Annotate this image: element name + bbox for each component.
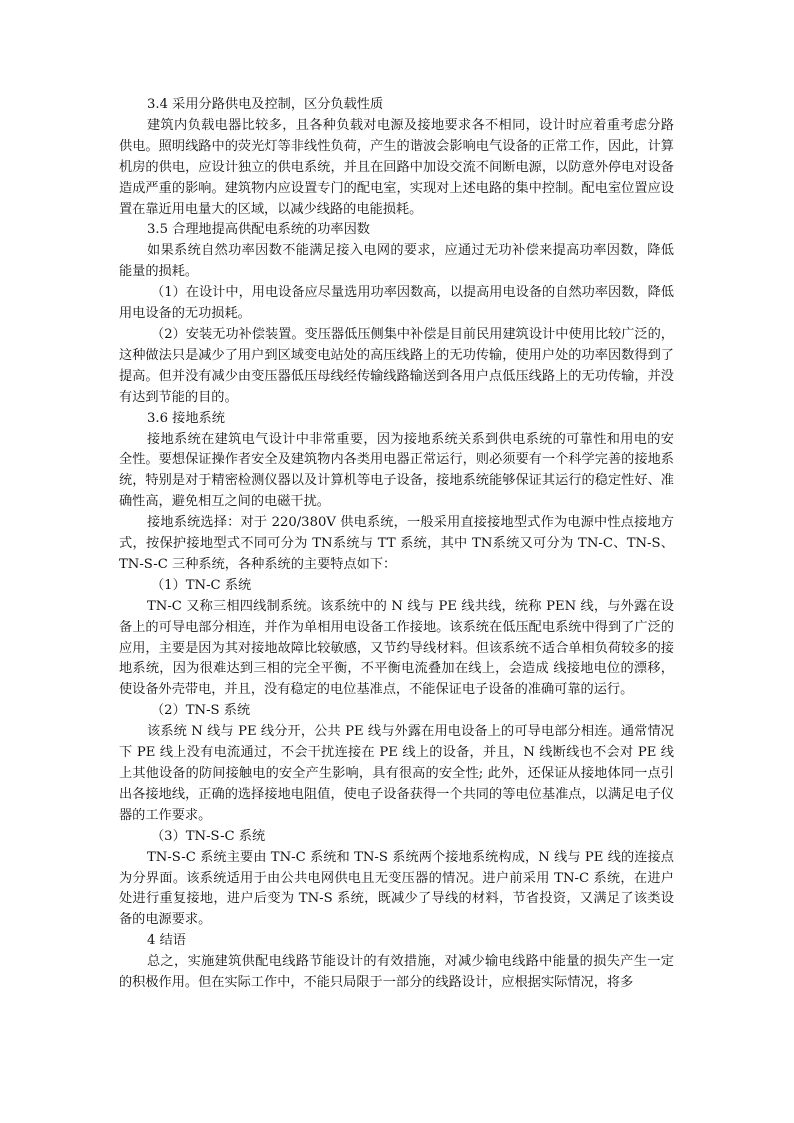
paragraph: 建筑内负载电器比较多，且各种负载对电源及接地要求各不相同，设计时应着重考虑分路供电。照明线路中的荧光灯等非线性负荷，产生的谐波会影响电气设备的正常工作，因此，计算机房的供电，应设计独立的供电系统，并且在回路中加设交流不间断电源，以防意外停电对设备造成严重的影响。建筑物内应设置专门的配电室，实现对上述电路的集中控制。配电室位置应设置在靠近用电量大的区域，以减少线路的电能损耗。 (119, 117, 674, 217)
paragraph: 接地系统选择：对于 220/380V 供电系统，一般采用直接接地型式作为电源中性点接地方式，按保护接地型式不同可分为 TN系统与 TT 系统，其中 TN系统又可分为 TN-C、TN-S、TN-S-C 三种系统，各种系统的主要特点如下： (119, 515, 674, 572)
list-item: （2）安装无功补偿装置。变压器低压侧集中补偿是目前民用建筑设计中使用比较广泛的，这种做法只是减少了用户到区域变电站处的高压线路上的无功传输，使用户处的功率因数得到了提高。但并没有减少由变压器低压母线经传输线路输送到各用户点低压线路上的无功传输，并没有达到节能的目的。 (119, 326, 674, 405)
list-item: （1）在设计中，用电设备应尽量选用功率因数高，以提高用电设备的自然功率因数，降低用电设备的无功损耗。 (119, 285, 674, 322)
paragraph: 接地系统在建筑电气设计中非常重要，因为接地系统关系到供电系统的可靠性和用电的安全性。要想保证操作者安全及建筑物内各类用电器正常运行，则必须要有一个科学完善的接地系统，特别是对于精密检测仪器以及计算机等电子设备，接地系统能够保证其运行的稳定性好、准确性高，避免相互之间的电磁干扰。 (119, 431, 674, 510)
section-heading-3-6: 3.6 接地系统 (147, 410, 225, 426)
section-heading-3-4: 3.4 采用分路供电及控制，区分负载性质 (147, 97, 384, 112)
section-heading-4: 4 结语 (147, 933, 186, 949)
paragraph: 该系统 N 线与 PE 线分开，公共 PE 线与外露在用电设备上的可导电部分相连。通常情况下 PE 线上没有电流通过，不会干扰连接在 PE 线上的设备，并且，N 线断线也不会对 PE 线上其他设备的防间接触电的安全产生影响，具有很高的安全性; 此外，还保证从接地体同一点引出各接地线，正确的选择接地电阻值，使电子设备获得一个共同的等电位基准点，以满足电子仪器的工作要求。 (119, 724, 674, 823)
paragraph: TN-C 又称三相四线制系统。该系统中的 N 线与 PE 线共线，统称 PEN 线，与外露在设备上的可导电部分相连，并作为单相用电设备工作接地。该系统在低压配电系统中得到了广泛的应用，主要是因为其对接地故障比较敏感，又节约导线材料。但该系统不适合单相负荷较多的接地系统，因为很难达到三相的完全平衡，不平衡电流叠加在线上，会造成 线接地电位的漂移，使设备外壳带电，并且，没有稳定的电位基准点，不能保证电子设备的准确可靠的运行。 (119, 598, 674, 698)
paragraph: TN-S-C 系统主要由 TN-C 系统和 TN-S 系统两个接地系统构成，N 线与 PE 线的连接点为分界面。该系统适用于由公共电网供电且无变压器的情况。进户前采用 TN-C 系统，在进户处进行重复接地，进户后变为 TN-S 系统，既减少了导线的材料，节省投资，又满足了该类设备的电源要求。 (119, 849, 674, 928)
section-heading-3-5: 3.5 合理地提高供配电系统的功率因数 (147, 222, 370, 238)
paragraph: 如果系统自然功率因数不能满足接入电网的要求，应通过无功补偿来提高功率因数，降低能量的损耗。 (119, 243, 674, 280)
document-body (119, 95, 674, 994)
paragraph: 总之，实施建筑供配电线路节能设计的有效措施，对减少输电线路中能量的损失产生一定的积极作用。但在实际工作中，不能只局限于一部分的线路设计，应根据实际情况，将多 (119, 954, 674, 991)
subheading-tn-s-c: （3）TN-S-C 系统 (151, 828, 266, 844)
subheading-tn-c: （1）TN-C 系统 (151, 577, 252, 593)
subheading-tn-s: （2）TN-S 系统 (151, 703, 251, 719)
